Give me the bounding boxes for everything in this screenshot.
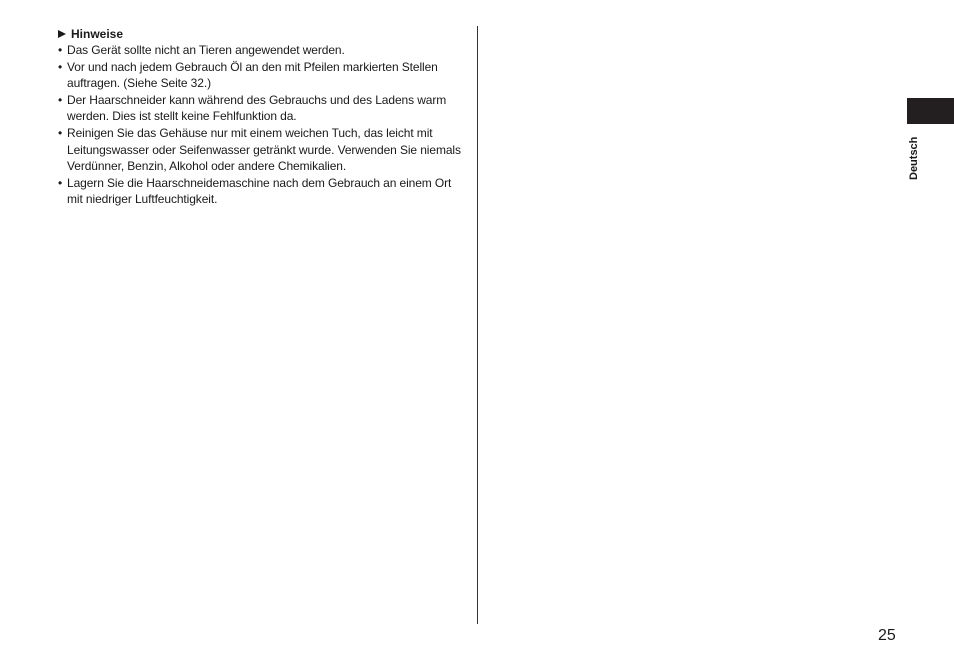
bullet: • bbox=[58, 59, 63, 74]
list-item-text: Vor und nach jedem Gebrauch Öl an den mit Pfeilen markierten Stellen auftragen. (Siehe Seite 32.) bbox=[67, 59, 438, 91]
list-item bbox=[58, 125, 468, 175]
list-item bbox=[58, 175, 468, 208]
list-item bbox=[58, 92, 468, 125]
list-item-text: Reinigen Sie das Gehäuse nur mit einem weichen Tuch, das leicht mit Leitungswasser oder Seifenwasser getränkt wurde. Verwenden Sie niemals Verdünner, Benzin, Alkohol oder andere Chemikalien. bbox=[67, 125, 461, 174]
page-number: 25 bbox=[878, 627, 896, 644]
language-tab-marker bbox=[907, 98, 954, 124]
column-divider bbox=[477, 26, 478, 624]
bullet: • bbox=[58, 92, 63, 107]
notes-heading bbox=[58, 26, 468, 42]
list-item-text: Der Haarschneider kann während des Gebrauchs und des Ladens warm werden. Dies ist stellt keine Fehlfunktion da. bbox=[67, 92, 447, 124]
language-label bbox=[908, 130, 921, 180]
list-item-text: Lagern Sie die Haarschneidemaschine nach dem Gebrauch an einem Ort mit niedriger Luftfeuchtigkeit. bbox=[67, 175, 452, 207]
bullet: • bbox=[58, 125, 63, 140]
left-column bbox=[58, 26, 468, 208]
bullet: • bbox=[58, 43, 63, 57]
language-label-text: Deutsch bbox=[908, 136, 920, 180]
bullet: • bbox=[58, 175, 63, 190]
list-item bbox=[58, 42, 468, 59]
list-item-text: Das Gerät sollte nicht an Tieren angewendet werden. bbox=[67, 43, 345, 57]
notes-heading-text: Hinweise bbox=[71, 27, 124, 41]
notes-list bbox=[58, 42, 468, 208]
list-item bbox=[58, 59, 468, 92]
play-arrow-icon bbox=[58, 30, 66, 38]
